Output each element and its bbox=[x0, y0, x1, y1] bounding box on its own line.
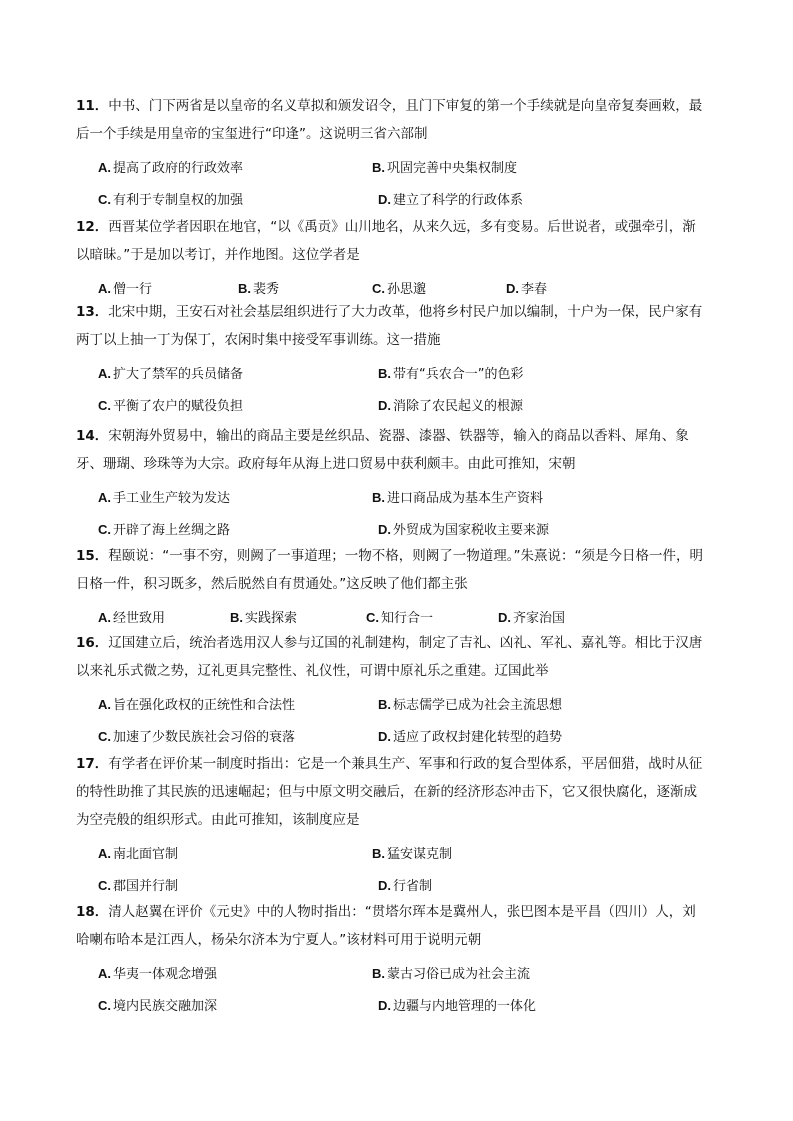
option-b[interactable]: B. 标志儒学已成为社会主流思想 bbox=[378, 697, 563, 713]
question-text: 清人赵翼在评价《元史》中的人物时指出：“贯塔尔珲本是冀州人，张巴图本是平昌（四川）人，刘哈喇布哈本是江西人，杨朵尔济本为宁夏人。”该材料可用于说明元朝 bbox=[76, 904, 696, 948]
question-stem bbox=[76, 750, 706, 834]
question-stem bbox=[76, 629, 706, 685]
question-number: 17． bbox=[76, 756, 109, 772]
options-row bbox=[76, 180, 706, 212]
question-15 bbox=[76, 542, 706, 630]
option-d[interactable]: D. 齐家治国 bbox=[498, 610, 566, 626]
question-number: 11． bbox=[76, 98, 109, 114]
question-17 bbox=[76, 750, 706, 898]
option-c[interactable]: C. 有利于专制皇权的加强 bbox=[98, 192, 244, 208]
question-stem bbox=[76, 213, 706, 269]
option-c[interactable]: C. 境内民族交融加深 bbox=[98, 998, 218, 1014]
options-row bbox=[76, 478, 706, 510]
option-b[interactable]: B. 蒙古习俗已成为社会主流 bbox=[372, 966, 531, 982]
option-b[interactable]: B. 进口商品成为基本生产资料 bbox=[372, 490, 544, 506]
question-stem bbox=[76, 422, 706, 478]
option-d[interactable]: D. 外贸成为国家税收主要来源 bbox=[378, 522, 550, 538]
question-number: 12． bbox=[76, 219, 109, 235]
question-stem bbox=[76, 898, 706, 954]
option-d[interactable]: D. 行省制 bbox=[378, 878, 433, 894]
option-c[interactable]: C. 孙思邈 bbox=[372, 281, 427, 297]
options-row bbox=[76, 717, 706, 749]
question-13 bbox=[76, 298, 706, 418]
option-a[interactable]: A. 提高了政府的行政效率 bbox=[98, 160, 244, 176]
option-d[interactable]: D. 边疆与内地管理的一体化 bbox=[378, 998, 537, 1014]
question-text: 辽国建立后，统治者选用汉人参与辽国的礼制建构，制定了吉礼、凶礼、军礼、嘉礼等。相比于汉唐以来礼乐式微之势，辽礼更具完整性、礼仪性，可谓中原礼乐之重建。辽国此举 bbox=[76, 635, 703, 679]
question-12 bbox=[76, 213, 706, 301]
option-d[interactable]: D. 李春 bbox=[506, 281, 548, 297]
option-d[interactable]: D. 适应了政权封建化转型的趋势 bbox=[378, 729, 563, 745]
question-stem bbox=[76, 92, 706, 148]
options-row bbox=[76, 685, 706, 717]
question-number: 18． bbox=[76, 904, 109, 920]
option-c[interactable]: C. 郡国并行制 bbox=[98, 878, 179, 894]
option-c[interactable]: C. 开辟了海上丝绸之路 bbox=[98, 522, 231, 538]
question-number: 16． bbox=[76, 635, 109, 651]
option-a[interactable]: A. 南北面官制 bbox=[98, 846, 179, 862]
option-c[interactable]: C. 知行合一 bbox=[366, 610, 434, 626]
option-b[interactable]: B. 裴秀 bbox=[238, 281, 280, 297]
option-a[interactable]: A. 扩大了禁军的兵员储备 bbox=[98, 366, 244, 382]
question-text: 中书、门下两省是以皇帝的名义草拟和颁发诏令，且门下审复的第一个手续就是向皇帝复奏画敕，最后一个手续是用皇帝的宝玺进行“印逢”。这说明三省六部制 bbox=[76, 98, 703, 142]
options-row bbox=[76, 866, 706, 898]
options-row bbox=[76, 598, 706, 630]
question-14 bbox=[76, 422, 706, 542]
option-a[interactable]: A. 经世致用 bbox=[98, 610, 166, 626]
option-a[interactable]: A. 旨在强化政权的正统性和合法性 bbox=[98, 697, 296, 713]
option-a[interactable]: A. 华夷一体观念增强 bbox=[98, 966, 218, 982]
option-d[interactable]: D. 建立了科学的行政体系 bbox=[378, 192, 524, 208]
question-text: 西晋某位学者因职在地官，“以《禹贡》山川地名，从来久远，多有变易。后世说者，或强牵引，渐以暗昧。”于是加以考订，并作地图。这位学者是 bbox=[76, 219, 696, 263]
option-a[interactable]: A. 僧一行 bbox=[98, 281, 153, 297]
option-b[interactable]: B. 带有“兵农合一”的色彩 bbox=[378, 366, 524, 382]
option-b[interactable]: B. 巩固完善中央集权制度 bbox=[372, 160, 518, 176]
question-number: 15． bbox=[76, 548, 109, 564]
option-b[interactable]: B. 实践探索 bbox=[230, 610, 298, 626]
options-row bbox=[76, 386, 706, 418]
option-d[interactable]: D. 消除了农民起义的根源 bbox=[378, 398, 524, 414]
options-row bbox=[76, 834, 706, 866]
option-a[interactable]: A. 手工业生产较为发达 bbox=[98, 490, 231, 506]
question-18 bbox=[76, 898, 706, 1018]
question-16 bbox=[76, 629, 706, 749]
question-text: 程颐说：“一事不穷，则阙了一事道理；一物不格，则阙了一物道理。”朱熹说：“须是今日格一件，明日格一件，积习既多，然后脱然自有贯通处。”这反映了他们都主张 bbox=[76, 548, 704, 592]
question-text: 宋朝海外贸易中，输出的商品主要是丝织品、瓷器、漆器、铁器等，输入的商品以香料、犀角、象牙、珊瑚、珍珠等为大宗。政府每年从海上进口贸易中获利颇丰。由此可推知，宋朝 bbox=[76, 428, 689, 472]
options-row bbox=[76, 954, 706, 986]
question-number: 13． bbox=[76, 304, 109, 320]
option-c[interactable]: C. 加速了少数民族社会习俗的衰落 bbox=[98, 729, 296, 745]
question-text: 有学者在评价某一制度时指出：它是一个兼具生产、军事和行政的复合型体系，平居佃猎，战时从征的特性助推了其民族的迅速崛起；但与中原文明交融后，在新的经济形态冲击下，它又很快腐化，逐渐成为空壳般的组织形式。由此可推知，该制度应是 bbox=[76, 756, 703, 828]
question-11 bbox=[76, 92, 706, 212]
options-row bbox=[76, 148, 706, 180]
question-number: 14． bbox=[76, 428, 109, 444]
options-row bbox=[76, 510, 706, 542]
options-row bbox=[76, 269, 706, 301]
options-row bbox=[76, 986, 706, 1018]
option-b[interactable]: B. 猛安谋克制 bbox=[372, 846, 453, 862]
options-row bbox=[76, 354, 706, 386]
question-text: 北宋中期，王安石对社会基层组织进行了大力改革，他将乡村民户加以编制，十户为一保，民户家有两丁以上抽一丁为保丁，农闲时集中接受军事训练。这一措施 bbox=[76, 304, 703, 348]
question-stem bbox=[76, 298, 706, 354]
question-stem bbox=[76, 542, 706, 598]
option-c[interactable]: C. 平衡了农户的赋役负担 bbox=[98, 398, 244, 414]
